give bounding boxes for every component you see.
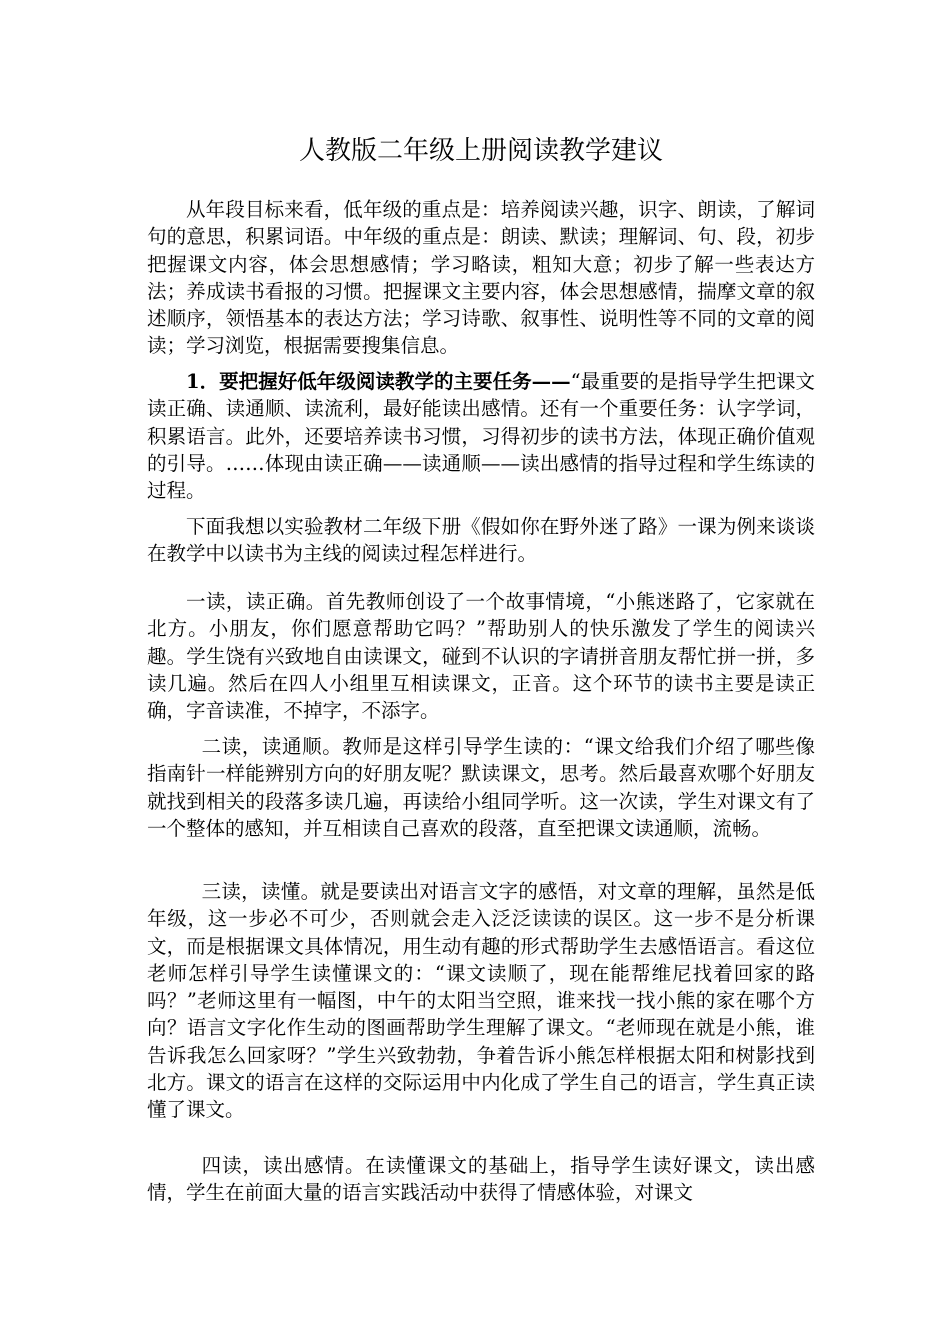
paragraph-example-intro-text: 下面我想以实验教材二年级下册《假如你在野外迷了路》一课为例来谈谈在教学中以读书为主线的阅读过程怎样进行。 (147, 515, 815, 566)
paragraph-read-emotion-text: 四读，读出感情。在读懂课文的基础上，指导学生读好课文，读出感情，学生在前面大量的语言实践活动中获得了情感体验，对课文 (147, 1154, 815, 1205)
paragraph-task-text: “最重要的是指导学生把课文读正确、读通顺、读流利，最好能读出感情。还有一个重要任务：认字学词，积累语言。此外，还要培养读书习惯，习得初步的读书方法，体现正确价值观的引导。……体现由读正确——读通顺——读出感情的指导过程和学生练读的过程。 (147, 370, 815, 503)
paragraph-read-understand (147, 878, 815, 1124)
paragraph-read-understand-text: 三读，读懂。就是要读出对语言文字的感悟，对文章的理解，虽然是低年级，这一步必不可少，否则就会走入泛泛读读的误区。这一步不是分析课文，而是根据课文具体情况，用生动有趣的形式帮助学生去感悟语言。看这位老师怎样引导学生读懂课文的：“课文读顺了，现在能帮维尼找着回家的路吗？”老师这里有一幅图，中午的太阳当空照，谁来找一找小熊的家在哪个方向？语言文字化作生动的图画帮助学生理解了课文。“老师现在就是小熊，谁告诉我怎么回家呀？”学生兴致勃勃，争着告诉小熊怎样根据太阳和树影找到北方。课文的语言在这样的交际运用中内化成了学生自己的语言，学生真正读懂了课文。 (147, 880, 815, 1122)
paragraph-intro (147, 196, 815, 360)
paragraph-read-fluently (147, 733, 815, 842)
paragraph-intro-text: 从年段目标来看，低年级的重点是：培养阅读兴趣，识字、朗读，了解词句的意思，积累词语。中年级的重点是：朗读、默读；理解词、句、段，初步把握课文内容，体会思想感情；学习略读，粗知大意；初步了解一些表达方法；养成读书看报的习惯。把握课文主要内容，体会思想感情，揣摩文章的叙述顺序，领悟基本的表达方法；学习诗歌、叙事性、说明性等不同的文章的阅读；学习浏览，根据需要搜集信息。 (147, 198, 815, 358)
paragraph-read-correctly (147, 588, 815, 724)
paragraph-read-fluently-text: 二读，读通顺。教师是这样引导学生读的：“课文给我们介绍了哪些像指南针一样能辨别方向的好朋友呢？默读课文，思考。然后最喜欢哪个好朋友就找到相关的段落多读几遍，再读给小组同学听。这一次读，学生对课文有了一个整体的感知，并互相读自己喜欢的段落，直至把课文读通顺，流畅。 (147, 735, 815, 840)
paragraph-read-correctly-text: 一读，读正确。首先教师创设了一个故事情境，“小熊迷路了，它家就在北方。小朋友，你们愿意帮助它吗？”帮助别人的快乐激发了学生的阅读兴趣。学生饶有兴致地自由读课文，碰到不认识的字请拼音朋友帮忙拼一拼，多读几遍。然后在四人小组里互相读课文，正音。这个环节的读书主要是读正确，字音读准，不掉字，不添字。 (147, 590, 815, 723)
paragraph-example-intro (147, 513, 815, 568)
paragraph-read-emotion (147, 1152, 815, 1207)
paragraph-task-heading: 1．要把握好低年级阅读教学的主要任务—— (186, 370, 571, 393)
paragraph-task (147, 368, 815, 504)
document-title: 人教版二年级上册阅读教学建议 (298, 136, 663, 166)
